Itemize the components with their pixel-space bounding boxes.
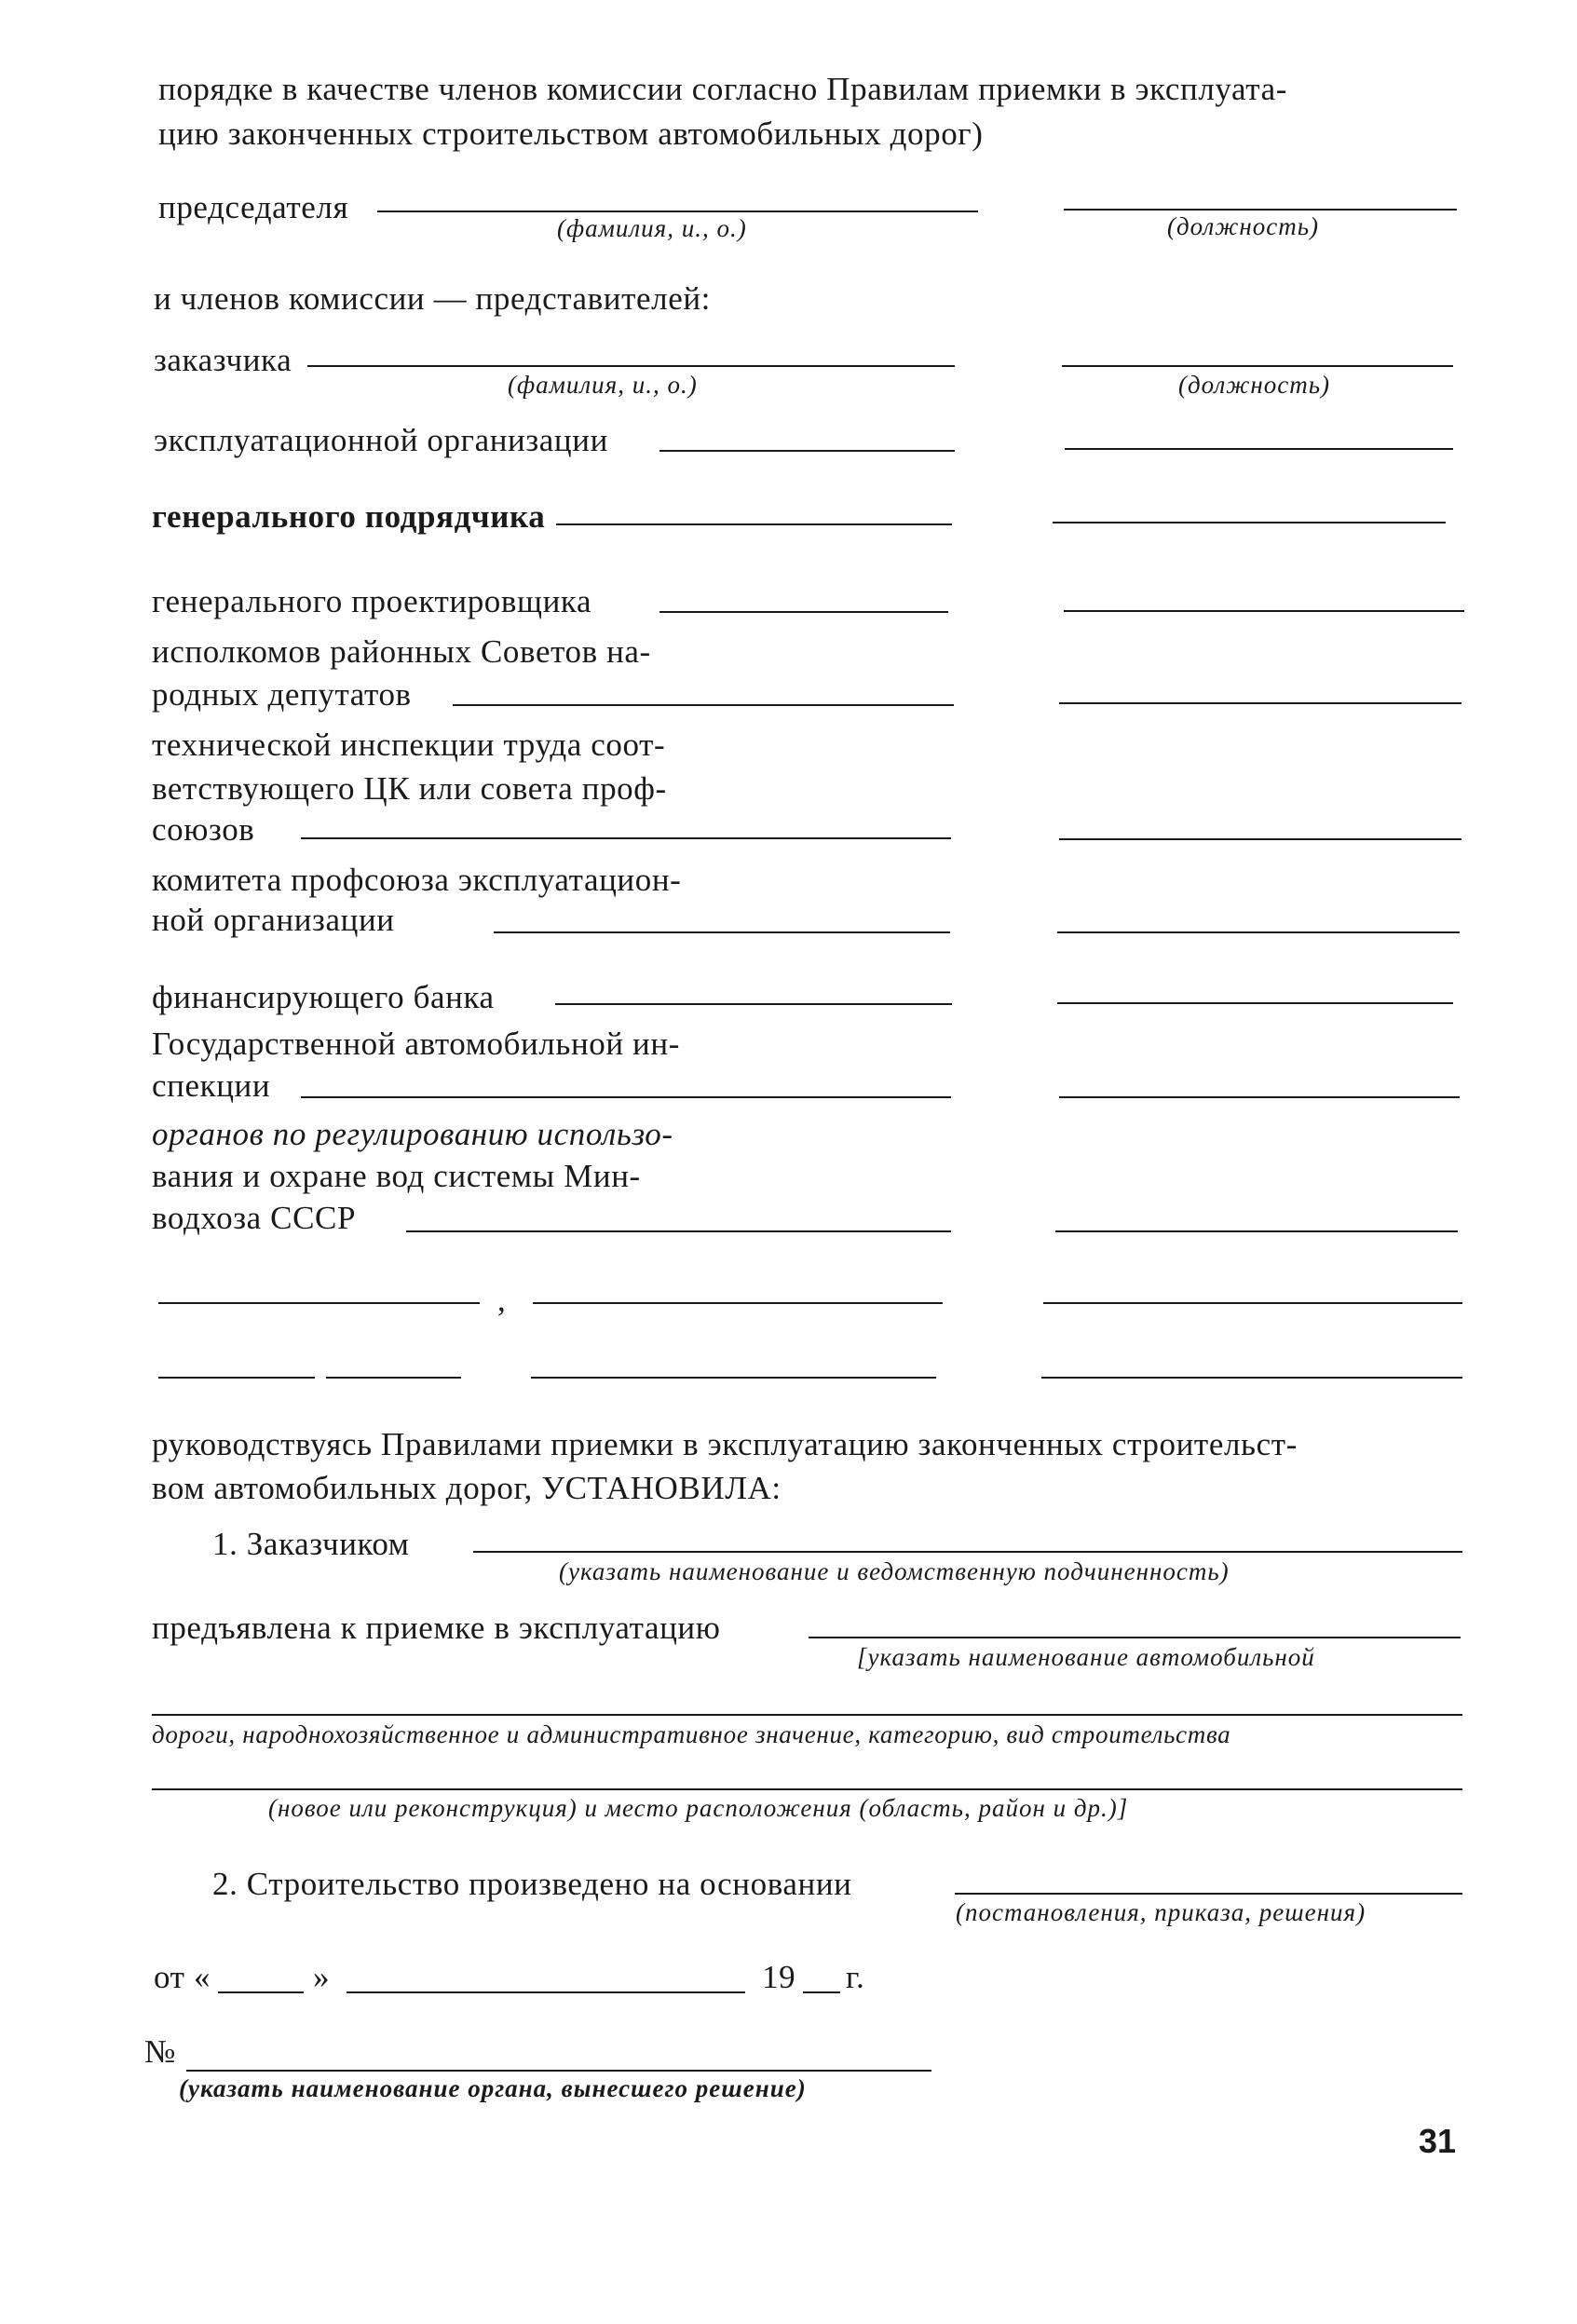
water-bodies-line-2: вания и охране вод системы Мин-	[152, 1158, 641, 1194]
labor-inspection-fio-field[interactable]	[301, 837, 951, 839]
item2-hint: (постановления, приказа, решения)	[956, 1898, 1366, 1926]
established-line-2: вом автомобильных дорог, УСТАНОВИЛА:	[152, 1470, 782, 1506]
labor-inspection-line-1: технической инспекции труда соот-	[152, 727, 666, 763]
union-committee-line-1: комитета профсоюза эксплуатацион-	[152, 862, 682, 898]
established-line-1: руководствуясь Правилами приемки в эксплуатацию законченных строительст-	[152, 1426, 1298, 1462]
blank-row-1-position-field[interactable]	[1043, 1302, 1462, 1304]
item1-hint-3: дороги, народнохозяйственное и административное значение, категорию, вид строительства	[152, 1720, 1231, 1748]
labor-inspection-position-field[interactable]	[1059, 838, 1461, 840]
water-bodies-fio-field[interactable]	[406, 1230, 951, 1232]
item2-basis-field[interactable]	[955, 1893, 1462, 1895]
general-designer-fio-field[interactable]	[659, 611, 948, 613]
water-bodies-line-1: органов по регулированию использо-	[152, 1116, 673, 1152]
executive-committees-fio-field[interactable]	[453, 704, 954, 706]
auto-inspection-fio-field[interactable]	[301, 1096, 951, 1098]
date-year-prefix: 19	[762, 1959, 796, 1995]
general-designer-position-field[interactable]	[1064, 610, 1464, 612]
bank-fio-field[interactable]	[555, 1003, 952, 1005]
blank-row-1-fio-field[interactable]	[533, 1302, 943, 1304]
bank-position-field[interactable]	[1057, 1002, 1453, 1004]
operating-org-fio-field[interactable]	[659, 450, 955, 452]
date-year-suffix: г.	[846, 1959, 865, 1995]
date-year-field[interactable]	[803, 1991, 840, 1993]
auto-inspection-position-field[interactable]	[1059, 1096, 1460, 1098]
customer-label: заказчика	[154, 342, 292, 378]
auto-inspection-line-1: Государственной автомобильной ин-	[152, 1026, 680, 1062]
item1-road-field[interactable]	[809, 1637, 1461, 1638]
blank-row-2-fio-field[interactable]	[531, 1377, 936, 1379]
date-day-field[interactable]	[218, 1991, 304, 1993]
date-month-field[interactable]	[347, 1991, 745, 1993]
chairman-label: председателя	[158, 189, 349, 225]
executive-committees-line-2: родных депутатов	[152, 676, 412, 713]
date-quote-open: «	[194, 1959, 211, 1995]
item2-number-hint: (указать наименование органа, вынесшего решение)	[179, 2074, 807, 2102]
decision-number-field[interactable]	[186, 2070, 931, 2072]
item1-customer-field[interactable]	[473, 1551, 1462, 1553]
page-number: 31	[1419, 2122, 1457, 2160]
intro-line-2: цию законченных строительством автомобильных дорог)	[158, 116, 984, 152]
executive-committees-position-field[interactable]	[1059, 702, 1461, 704]
item1-road-field-3[interactable]	[152, 1788, 1462, 1790]
union-committee-position-field[interactable]	[1057, 931, 1460, 933]
blank-row-2-org-field-a[interactable]	[158, 1377, 315, 1379]
operating-org-position-field[interactable]	[1065, 448, 1453, 450]
item1-hint-4: (новое или реконструкция) и место расположения (область, район и др.)]	[268, 1794, 1129, 1822]
general-contractor-position-field[interactable]	[1053, 522, 1446, 523]
general-designer-label: генерального проектировщика	[152, 583, 592, 619]
number-sign: №	[144, 2033, 176, 2070]
water-bodies-line-3: водхоза СССР	[152, 1200, 357, 1236]
labor-inspection-line-2: ветствующего ЦК или совета проф-	[152, 770, 667, 807]
blank-row-1-comma: ,	[497, 1282, 507, 1318]
item1-presented-label: предъявлена к приемке в эксплуатацию	[152, 1610, 721, 1646]
customer-fio-field[interactable]	[307, 365, 955, 367]
customer-position-hint: (должность)	[1178, 371, 1331, 399]
union-committee-line-2: ной организации	[152, 902, 395, 938]
customer-fio-hint: (фамилия, и., о.)	[508, 371, 698, 399]
chairman-position-hint: (должность)	[1167, 212, 1320, 240]
blank-row-2-org-field-b[interactable]	[326, 1377, 461, 1379]
members-heading: и членов комиссии — представителей:	[154, 280, 712, 317]
general-contractor-label: генерального подрядчика	[152, 498, 546, 535]
general-contractor-fio-field[interactable]	[556, 523, 952, 525]
blank-row-1-org-field[interactable]	[158, 1302, 480, 1304]
date-quote-close: »	[313, 1959, 331, 1995]
item2-label: 2. Строительство произведено на основании	[212, 1866, 852, 1902]
intro-line-1: порядке в качестве членов комиссии согласно Правилам приемки в эксплуата-	[158, 71, 1287, 107]
executive-committees-line-1: исполкомов районных Советов на-	[152, 633, 651, 670]
labor-inspection-line-3: союзов	[152, 811, 255, 848]
date-from-label: от	[154, 1959, 185, 1995]
blank-row-2-position-field[interactable]	[1041, 1377, 1462, 1379]
chairman-fio-hint: (фамилия, и., о.)	[557, 214, 747, 242]
bank-label: финансирующего банка	[152, 979, 495, 1015]
water-bodies-position-field[interactable]	[1055, 1230, 1458, 1232]
union-committee-fio-field[interactable]	[494, 931, 950, 933]
item1-hint-2: [указать наименование автомобильной	[857, 1643, 1315, 1671]
operating-org-label: эксплуатационной организации	[154, 422, 608, 458]
item1-label: 1. Заказчиком	[212, 1526, 410, 1562]
item1-hint-1: (указать наименование и ведомственную подчиненность)	[559, 1557, 1230, 1585]
item1-road-field-2[interactable]	[152, 1714, 1462, 1716]
auto-inspection-line-2: спекции	[152, 1067, 271, 1104]
customer-position-field[interactable]	[1062, 365, 1453, 367]
